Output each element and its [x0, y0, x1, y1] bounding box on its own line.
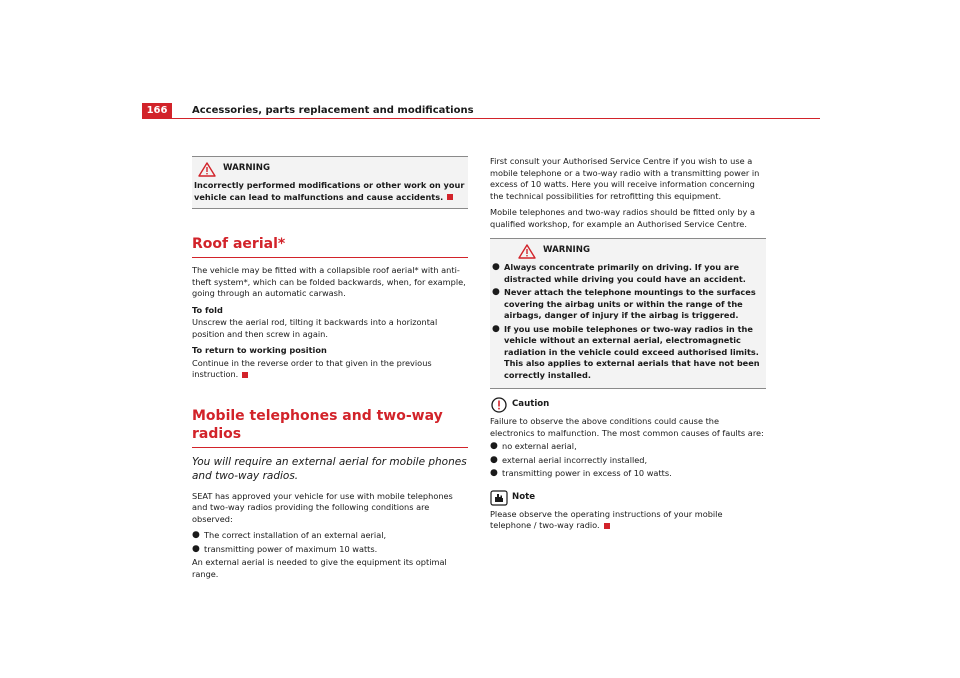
header-rule [172, 118, 820, 119]
list-item: ● no external aerial, [490, 441, 577, 451]
note-heading [490, 490, 766, 506]
end-square-icon [242, 372, 248, 378]
para-consult: First consult your Authorised Service Centre if you wish to use a mobile telephone or a two-way radio with a transmitting power in excess of 10 watts. Here you will receive information concerning the technical possibilities for retrofitting this equipment. [490, 156, 760, 201]
list-item: ● If you use mobile telephones or two-way radios in the vehicle without an external aerial, electromagnetic radiation in the vehicle could exceed authorised limits. This also applies to external aerials that have not been correctly installed. [492, 323, 760, 380]
end-square-icon [604, 523, 610, 529]
section-title-mobile: Mobile telephones and two-way radios [192, 407, 468, 448]
warning-label: WARNING [543, 245, 590, 256]
list-item: ● transmitting power in excess of 10 watts. [490, 468, 672, 478]
warning-label: WARNING [223, 163, 270, 174]
caution-heading [490, 397, 766, 413]
list-item: ● external aerial incorrectly installed, [490, 454, 648, 465]
warning-heading [490, 243, 766, 259]
note-hand-icon [490, 490, 508, 506]
return-heading: To return to working position [192, 345, 327, 355]
caution-circle-icon [490, 397, 508, 413]
left-column [192, 156, 468, 585]
caution-label: Caution [512, 399, 550, 410]
mobile-subtitle: You will require an external aerial for mobile phones and two-way radios. [192, 455, 467, 482]
list-item: ● transmitting power of maximum 10 watts. [192, 543, 378, 554]
mobile-intro: SEAT has approved your vehicle for use with mobile telephones and two-way radios providing the following conditions are observed: [192, 490, 453, 524]
list-item: ● The correct installation of an external aerial, [192, 530, 387, 540]
warning-triangle-icon [518, 244, 536, 259]
note-label: Note [512, 491, 536, 502]
list-item: ● Always concentrate primarily on driving. If you are distracted while driving you could have an accident. [492, 262, 746, 284]
mobile-outro: An external aerial is needed to give the equipment its optimal range. [192, 557, 447, 579]
para-workshop: Mobile telephones and two-way radios should be fitted only by a qualified workshop, for example an Authorised Service Centre. [490, 207, 755, 229]
section-title-roof-aerial: Roof aerial* [192, 235, 468, 258]
warning-triangle-icon [198, 162, 216, 177]
caution-text: Failure to observe the above conditions could cause the electronics to malfunction. The most common causes of faults are: [490, 416, 764, 438]
right-column [490, 156, 766, 537]
warning-box [192, 156, 468, 209]
page-header-title: Accessories, parts replacement and modifications [192, 105, 474, 116]
return-text: Continue in the reverse order to that given in the previous instruction. [192, 357, 432, 379]
fold-text: Unscrew the aerial rod, tilting it backwards into a horizontal position and then screw in again. [192, 317, 438, 339]
warning-box [490, 238, 766, 389]
warning-text: Incorrectly performed modifications or other work on your vehicle can lead to malfunctions and cause accidents. [194, 180, 465, 202]
warning-heading [192, 161, 468, 177]
note-text: Please observe the operating instructions of your mobile telephone / two-way radio. [490, 508, 723, 530]
roof-intro: The vehicle may be fitted with a collapsible roof aerial* with anti-theft system*, which can be folded backwards, when, for example, going through an automatic carwash. [192, 265, 466, 298]
fold-heading: To fold [192, 304, 223, 315]
page-number: 166 [142, 103, 172, 119]
list-item: ● Never attach the telephone mountings to the surfaces covering the airbag units or within the range of the airbags, danger of injury if the airbag is triggered. [492, 287, 756, 320]
end-square-icon [447, 194, 453, 200]
